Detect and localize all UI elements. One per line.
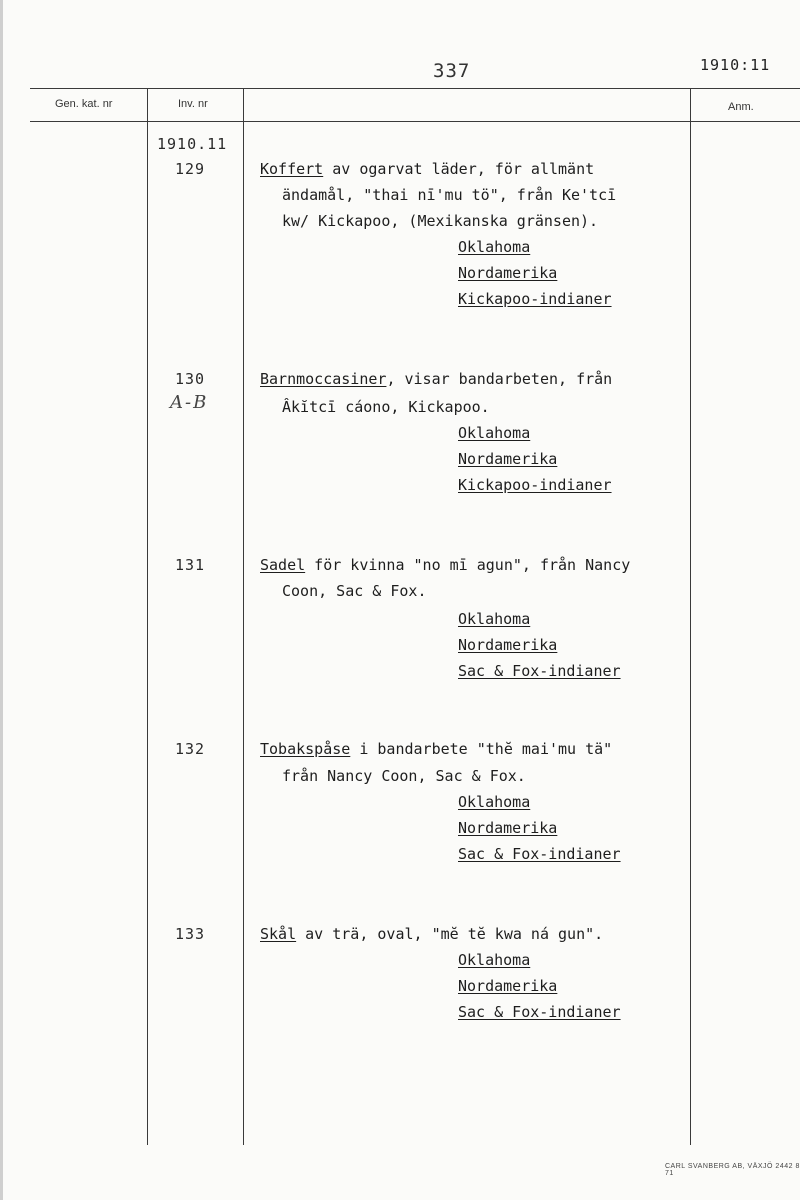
printer-imprint: CARL SVANBERG AB, VÄXJÖ 2442 8 71 bbox=[665, 1163, 800, 1177]
table-top-rule bbox=[30, 88, 800, 89]
entry-region: Nordamerika bbox=[458, 450, 558, 468]
column-divider-1 bbox=[147, 88, 148, 1145]
entry-line-1 bbox=[260, 160, 594, 178]
entry-desc-2: ändamål, "thai nī'mu tö", från Ke'tcī bbox=[282, 186, 617, 204]
catalog-number: 1910:11 bbox=[700, 56, 771, 74]
entry-place: Oklahoma bbox=[458, 610, 531, 628]
entry-desc-1: för kvinna "no mī agun", från Nancy bbox=[305, 556, 631, 574]
column-divider-3 bbox=[690, 88, 691, 1145]
inventory-number: 131 bbox=[175, 556, 206, 574]
entry-desc-1: i bandarbete "thĕ mai'mu tä" bbox=[350, 740, 613, 758]
page-edge bbox=[0, 0, 3, 1200]
column-divider-2 bbox=[243, 88, 244, 1145]
inventory-number: 133 bbox=[175, 925, 206, 943]
entry-title: Skål bbox=[260, 925, 297, 943]
column-header-gen-kat-nr: Gen. kat. nr bbox=[55, 98, 113, 110]
entry-group: Sac & Fox-indianer bbox=[458, 845, 621, 863]
entry-desc-2: Âkĭtcī cáono, Kickapoo. bbox=[282, 398, 490, 416]
page-number: 337 bbox=[433, 60, 471, 82]
entry-region: Nordamerika bbox=[458, 264, 558, 282]
entry-group: Kickapoo-indianer bbox=[458, 476, 612, 494]
table-header-rule bbox=[30, 121, 800, 122]
inventory-number: 129 bbox=[175, 160, 206, 178]
entry-title: Barnmoccasiner bbox=[260, 370, 387, 388]
entry-group: Sac & Fox-indianer bbox=[458, 1003, 621, 1021]
entry-title: Koffert bbox=[260, 160, 324, 178]
entry-place: Oklahoma bbox=[458, 238, 531, 256]
entry-desc-1: , visar bandarbeten, från bbox=[386, 370, 613, 388]
entry-place: Oklahoma bbox=[458, 424, 531, 442]
entry-desc-2: från Nancy Coon, Sac & Fox. bbox=[282, 767, 526, 785]
entry-group: Kickapoo-indianer bbox=[458, 290, 612, 308]
entry-line-1 bbox=[260, 556, 630, 574]
entry-place: Oklahoma bbox=[458, 793, 531, 811]
inventory-number: 132 bbox=[175, 740, 206, 758]
entry-line-1 bbox=[260, 370, 612, 388]
entry-region: Nordamerika bbox=[458, 636, 558, 654]
column-header-inv-nr: Inv. nr bbox=[178, 98, 208, 110]
entry-group: Sac & Fox-indianer bbox=[458, 662, 621, 680]
entry-desc-1: av trä, oval, "mĕ tĕ kwa ná gun". bbox=[296, 925, 604, 943]
entry-line-1 bbox=[260, 925, 603, 943]
inventory-number: 130 bbox=[175, 370, 206, 388]
entry-desc-1: av ogarvat läder, för allmänt bbox=[323, 160, 595, 178]
entry-region: Nordamerika bbox=[458, 819, 558, 837]
series-number: 1910.11 bbox=[157, 135, 228, 153]
entry-title: Tobakspåse bbox=[260, 740, 351, 758]
entry-line-1 bbox=[260, 740, 612, 758]
column-header-anm: Anm. bbox=[728, 101, 754, 113]
entry-title: Sadel bbox=[260, 556, 306, 574]
entry-desc-2: Coon, Sac & Fox. bbox=[282, 582, 427, 600]
handwritten-note: A-B bbox=[170, 392, 209, 413]
entry-region: Nordamerika bbox=[458, 977, 558, 995]
entry-desc-3: kw/ Kickapoo, (Mexikanska gränsen). bbox=[282, 212, 599, 230]
entry-place: Oklahoma bbox=[458, 951, 531, 969]
